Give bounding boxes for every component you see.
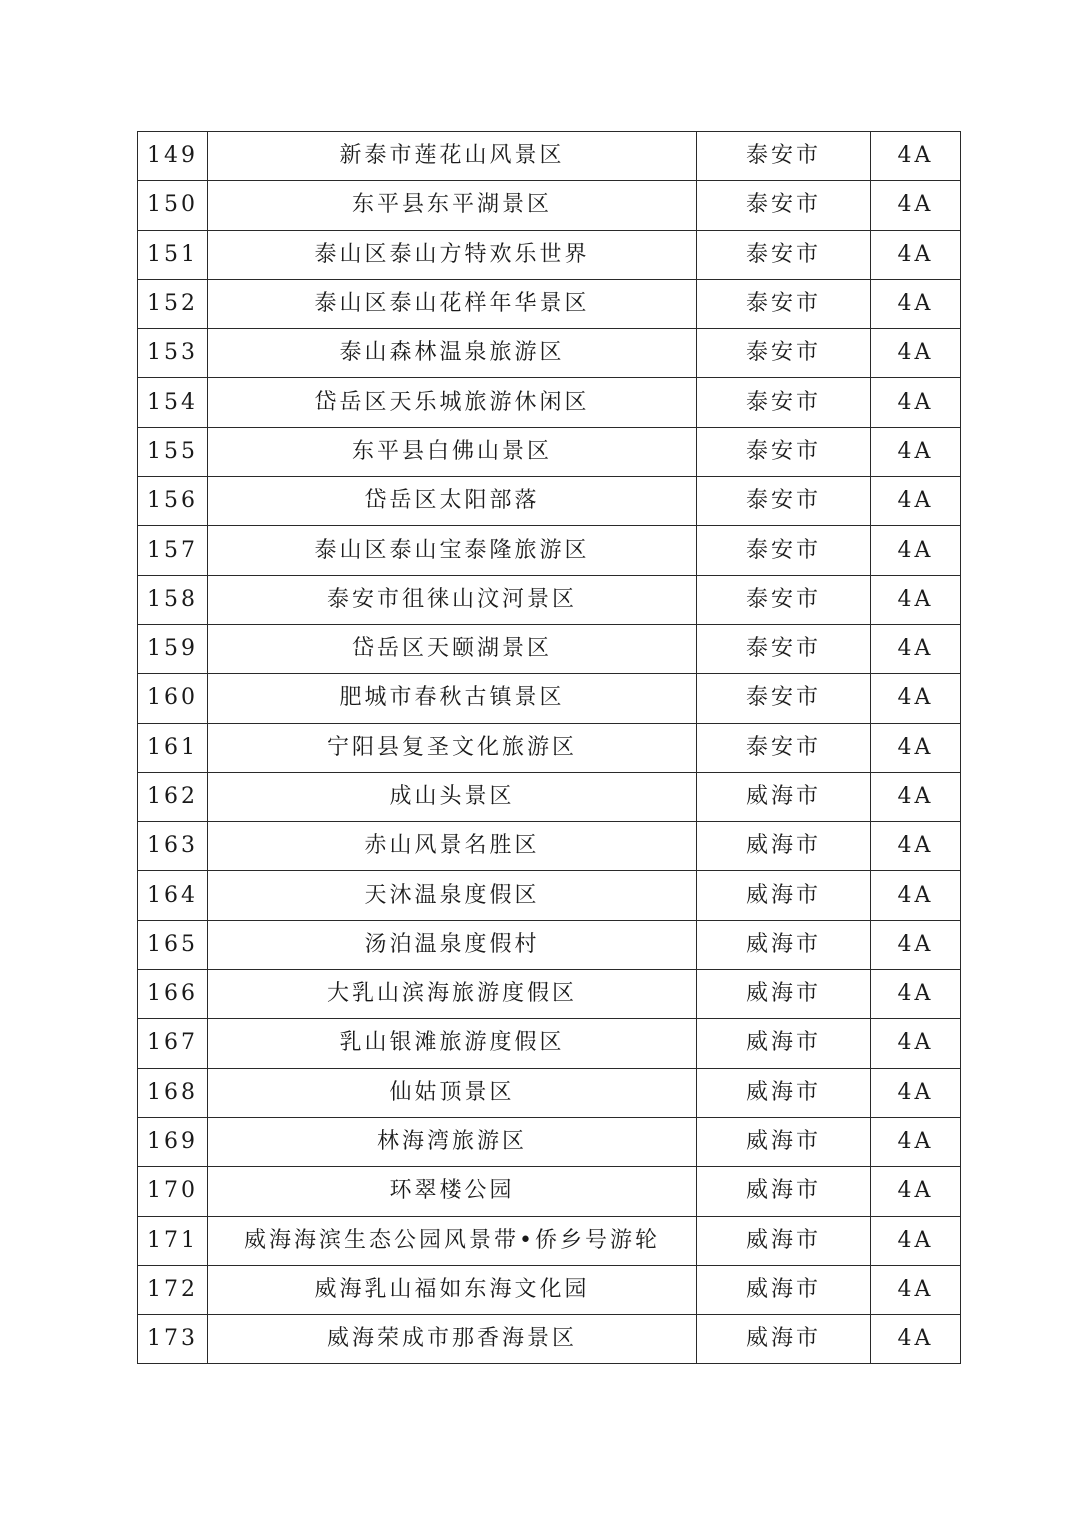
city-cell: 威海市	[697, 1315, 871, 1364]
table-row	[138, 1315, 961, 1364]
table-row	[138, 1216, 961, 1265]
city-cell: 泰安市	[697, 427, 871, 476]
table-row	[138, 477, 961, 526]
scenic-name-cell: 威海海滨生态公园风景带•侨乡号游轮	[208, 1216, 697, 1265]
row-number-cell: 150	[138, 181, 208, 230]
city-cell: 威海市	[697, 1068, 871, 1117]
grade-cell: 4A	[871, 1265, 961, 1314]
scenic-spot-table	[137, 131, 961, 1364]
city-cell: 威海市	[697, 920, 871, 969]
table-row	[138, 822, 961, 871]
scenic-name-cell: 岱岳区天颐湖景区	[208, 624, 697, 673]
city-cell: 泰安市	[697, 279, 871, 328]
table-row	[138, 674, 961, 723]
city-cell: 威海市	[697, 822, 871, 871]
row-number-cell: 165	[138, 920, 208, 969]
scenic-name-cell: 泰山区泰山宝泰隆旅游区	[208, 526, 697, 575]
table-row	[138, 920, 961, 969]
scenic-name-cell: 肥城市春秋古镇景区	[208, 674, 697, 723]
row-number-cell: 161	[138, 723, 208, 772]
city-cell: 威海市	[697, 1167, 871, 1216]
row-number-cell: 154	[138, 378, 208, 427]
grade-cell: 4A	[871, 1068, 961, 1117]
city-cell: 威海市	[697, 772, 871, 821]
city-cell: 泰安市	[697, 378, 871, 427]
table-row	[138, 181, 961, 230]
row-number-cell: 172	[138, 1265, 208, 1314]
table-row	[138, 378, 961, 427]
grade-cell: 4A	[871, 822, 961, 871]
table-row	[138, 526, 961, 575]
scenic-name-cell: 赤山风景名胜区	[208, 822, 697, 871]
scenic-name-cell: 岱岳区太阳部落	[208, 477, 697, 526]
city-cell: 泰安市	[697, 132, 871, 181]
table-row	[138, 723, 961, 772]
row-number-cell: 169	[138, 1117, 208, 1166]
table-row	[138, 1265, 961, 1314]
city-cell: 威海市	[697, 871, 871, 920]
table-row	[138, 329, 961, 378]
table-row	[138, 230, 961, 279]
table-row	[138, 1019, 961, 1068]
city-cell: 威海市	[697, 1265, 871, 1314]
table-row	[138, 1117, 961, 1166]
scenic-name-cell: 新泰市莲花山风景区	[208, 132, 697, 181]
grade-cell: 4A	[871, 1019, 961, 1068]
grade-cell: 4A	[871, 970, 961, 1019]
table-row	[138, 575, 961, 624]
scenic-name-cell: 宁阳县复圣文化旅游区	[208, 723, 697, 772]
grade-cell: 4A	[871, 1167, 961, 1216]
city-cell: 威海市	[697, 1216, 871, 1265]
table-row	[138, 1167, 961, 1216]
city-cell: 泰安市	[697, 624, 871, 673]
scenic-name-cell: 成山头景区	[208, 772, 697, 821]
row-number-cell: 164	[138, 871, 208, 920]
table-body	[138, 132, 961, 1364]
city-cell: 泰安市	[697, 575, 871, 624]
table-row	[138, 624, 961, 673]
row-number-cell: 160	[138, 674, 208, 723]
scenic-name-cell: 威海乳山福如东海文化园	[208, 1265, 697, 1314]
grade-cell: 4A	[871, 1216, 961, 1265]
scenic-name-cell: 乳山银滩旅游度假区	[208, 1019, 697, 1068]
city-cell: 泰安市	[697, 723, 871, 772]
row-number-cell: 152	[138, 279, 208, 328]
grade-cell: 4A	[871, 624, 961, 673]
row-number-cell: 153	[138, 329, 208, 378]
city-cell: 泰安市	[697, 181, 871, 230]
grade-cell: 4A	[871, 723, 961, 772]
row-number-cell: 158	[138, 575, 208, 624]
city-cell: 泰安市	[697, 230, 871, 279]
row-number-cell: 151	[138, 230, 208, 279]
grade-cell: 4A	[871, 181, 961, 230]
grade-cell: 4A	[871, 674, 961, 723]
grade-cell: 4A	[871, 378, 961, 427]
scenic-name-cell: 岱岳区天乐城旅游休闲区	[208, 378, 697, 427]
row-number-cell: 170	[138, 1167, 208, 1216]
row-number-cell: 162	[138, 772, 208, 821]
city-cell: 威海市	[697, 970, 871, 1019]
city-cell: 泰安市	[697, 674, 871, 723]
grade-cell: 4A	[871, 920, 961, 969]
scenic-name-cell: 环翠楼公园	[208, 1167, 697, 1216]
grade-cell: 4A	[871, 1117, 961, 1166]
grade-cell: 4A	[871, 575, 961, 624]
scenic-name-cell: 林海湾旅游区	[208, 1117, 697, 1166]
table-row	[138, 279, 961, 328]
row-number-cell: 149	[138, 132, 208, 181]
scenic-name-cell: 泰山区泰山方特欢乐世界	[208, 230, 697, 279]
row-number-cell: 167	[138, 1019, 208, 1068]
grade-cell: 4A	[871, 329, 961, 378]
row-number-cell: 163	[138, 822, 208, 871]
scenic-name-cell: 汤泊温泉度假村	[208, 920, 697, 969]
city-cell: 泰安市	[697, 477, 871, 526]
scenic-name-cell: 东平县东平湖景区	[208, 181, 697, 230]
row-number-cell: 155	[138, 427, 208, 476]
scenic-name-cell: 泰山区泰山花样年华景区	[208, 279, 697, 328]
scenic-name-cell: 泰安市徂徕山汶河景区	[208, 575, 697, 624]
city-cell: 威海市	[697, 1019, 871, 1068]
city-cell: 威海市	[697, 1117, 871, 1166]
city-cell: 泰安市	[697, 526, 871, 575]
row-number-cell: 173	[138, 1315, 208, 1364]
scenic-name-cell: 天沐温泉度假区	[208, 871, 697, 920]
grade-cell: 4A	[871, 1315, 961, 1364]
table-row	[138, 427, 961, 476]
row-number-cell: 156	[138, 477, 208, 526]
row-number-cell: 168	[138, 1068, 208, 1117]
grade-cell: 4A	[871, 132, 961, 181]
table-row	[138, 132, 961, 181]
scenic-name-cell: 东平县白佛山景区	[208, 427, 697, 476]
city-cell: 泰安市	[697, 329, 871, 378]
grade-cell: 4A	[871, 477, 961, 526]
table-row	[138, 772, 961, 821]
scenic-name-cell: 泰山森林温泉旅游区	[208, 329, 697, 378]
row-number-cell: 159	[138, 624, 208, 673]
grade-cell: 4A	[871, 279, 961, 328]
table-row	[138, 970, 961, 1019]
row-number-cell: 166	[138, 970, 208, 1019]
grade-cell: 4A	[871, 772, 961, 821]
table-row	[138, 871, 961, 920]
row-number-cell: 157	[138, 526, 208, 575]
grade-cell: 4A	[871, 871, 961, 920]
row-number-cell: 171	[138, 1216, 208, 1265]
scenic-name-cell: 仙姑顶景区	[208, 1068, 697, 1117]
grade-cell: 4A	[871, 230, 961, 279]
grade-cell: 4A	[871, 427, 961, 476]
table-row	[138, 1068, 961, 1117]
scenic-name-cell: 大乳山滨海旅游度假区	[208, 970, 697, 1019]
scenic-name-cell: 威海荣成市那香海景区	[208, 1315, 697, 1364]
grade-cell: 4A	[871, 526, 961, 575]
